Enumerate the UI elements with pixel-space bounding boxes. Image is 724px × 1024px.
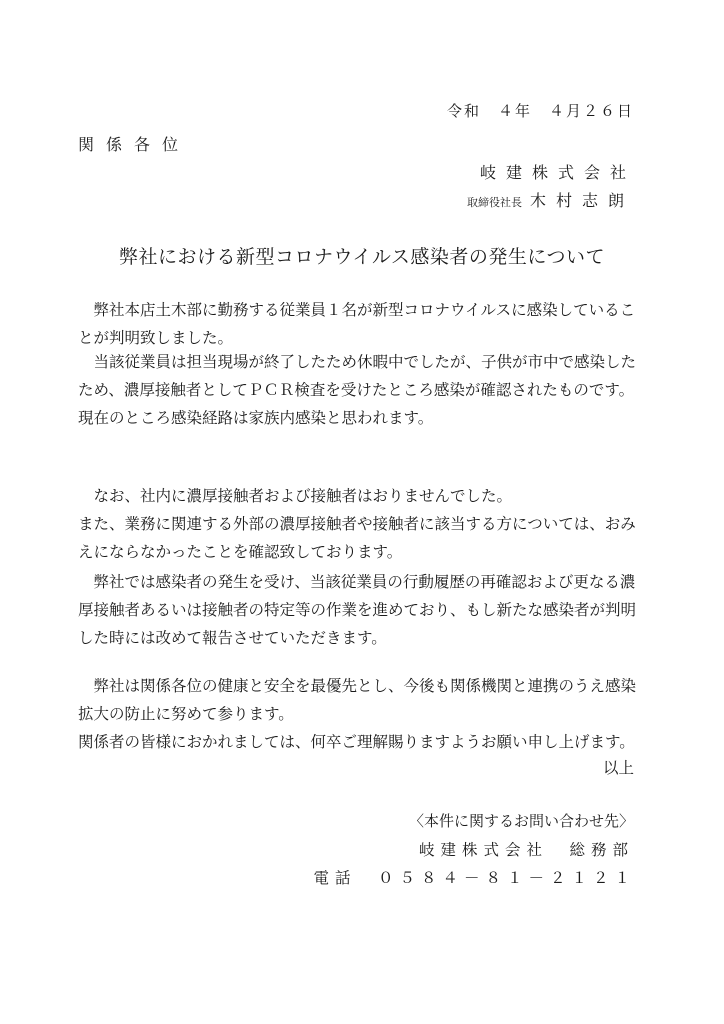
paragraph-3 — [78, 482, 648, 566]
paragraph-text: なお、社内に濃厚接触者および接触者はおりませんでした。 — [93, 487, 513, 505]
paragraph-text: また、業務に関連する外部の濃厚接触者や接触者に該当する方については、おみえにならなかったことを確認致しております。 — [78, 515, 636, 561]
recipient-line: 関係各位 — [78, 135, 191, 154]
closing-mark: 以上 — [602, 759, 634, 777]
company-name: 岐建株式会社 — [479, 163, 636, 182]
paragraph-text: 弊社本店土木部に勤務する従業員１名が新型コロナウイルスに感染していることが判明致しました。 — [78, 301, 636, 347]
contact-heading: 〈本件に関するお問い合わせ先〉 — [408, 812, 634, 830]
paragraph-4 — [78, 568, 648, 652]
signer-name: 木村志朗 — [529, 191, 634, 210]
paragraph-text: 弊社では感染者の発生を受け、当該従業員の行動履歴の再確認および更なる濃厚接触者あるいは接触者の特定等の作業を進めており、もし新たな感染者が判明した時には改めて報告させていただきます。 — [78, 573, 637, 647]
signer-role: 取締役社長 — [466, 196, 522, 209]
signer-line — [467, 188, 634, 211]
contact-department: 岐建株式会社 総務部 — [418, 841, 634, 859]
paragraph-5 — [78, 672, 648, 756]
document-date: 令和 ４年 ４月２６日 — [446, 102, 634, 120]
contact-phone: 電話 ０５８４－８１－２１２１ — [313, 869, 636, 887]
paragraph-1 — [78, 296, 648, 352]
paragraph-text: 関係者の皆様におかれましては、何卒ご理解賜りますようお願い申し上げます。 — [78, 733, 635, 751]
paragraph-2 — [78, 348, 648, 432]
paragraph-text: 当該従業員は担当現場が終了したため休暇中でしたが、子供が市中で感染したため、濃厚接触者としてＰＣＲ検査を受けたところ感染が確認されたものです。現在のところ感染経路は家族内感染と思われます。 — [78, 353, 637, 427]
document-title: 弊社における新型コロナウイルス感染者の発生について — [119, 246, 605, 268]
paragraph-text: 弊社は関係各位の健康と安全を最優先とし、今後も関係機関と連携のうえ感染拡大の防止に努めて参ります。 — [78, 677, 637, 723]
